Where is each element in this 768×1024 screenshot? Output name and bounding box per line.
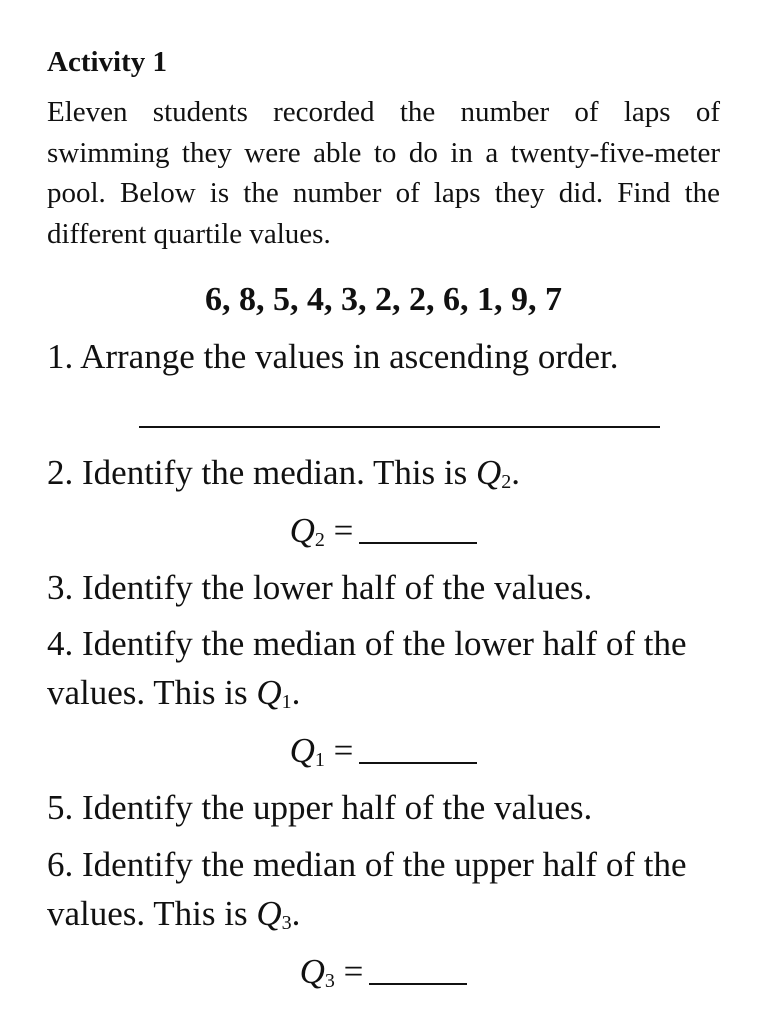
step-6-text: 6. Identify the median of the upper half of the values. This is — [47, 845, 687, 933]
q1-equals: = — [324, 731, 354, 770]
q3-equals: = — [334, 952, 364, 991]
q2-equals: = — [324, 511, 354, 550]
step-4-text: 4. Identify the median of the lower half of the values. This is — [47, 624, 687, 712]
step-1: 1. Arrange the values in ascending order. — [47, 337, 619, 376]
step-6-period: . — [291, 894, 301, 933]
answer-line-ascending-order — [139, 426, 660, 428]
q1-answer-blank — [359, 734, 477, 764]
q2-answer-blank — [359, 514, 477, 544]
step-4 — [47, 619, 720, 727]
step-2-period: . — [511, 453, 521, 492]
q3-symbol: $Q_3$ — [256, 894, 292, 934]
dataset-values: 6, 8, 5, 4, 3, 2, 2, 6, 1, 9, 7 — [205, 281, 562, 318]
step-4-period: . — [291, 673, 301, 712]
activity-title: Activity 1 — [47, 46, 167, 78]
q3-formula-symbol: $Q_3$ — [299, 952, 335, 992]
q3-formula — [47, 947, 720, 1006]
step-2 — [47, 448, 720, 507]
q3-answer-blank — [369, 955, 467, 985]
step-6 — [47, 840, 720, 948]
q1-formula — [47, 726, 720, 785]
q2-symbol: $Q_2$ — [476, 453, 512, 493]
step-3: 3. Identify the lower half of the values. — [47, 568, 593, 607]
step-5: 5. Identify the upper half of the values. — [47, 788, 593, 827]
q2-formula-symbol: $Q_2$ — [289, 511, 325, 551]
step-2-text: 2. Identify the median. This is — [47, 453, 477, 492]
q1-symbol: $Q_1$ — [256, 673, 292, 713]
activity-intro: Eleven students recorded the number of laps of swimming they were able to do in a twenty-five-meter pool. Below is the number of laps they did. Find the different quartile values. — [47, 96, 720, 250]
q2-formula — [47, 506, 720, 565]
q1-formula-symbol: $Q_1$ — [289, 731, 325, 771]
